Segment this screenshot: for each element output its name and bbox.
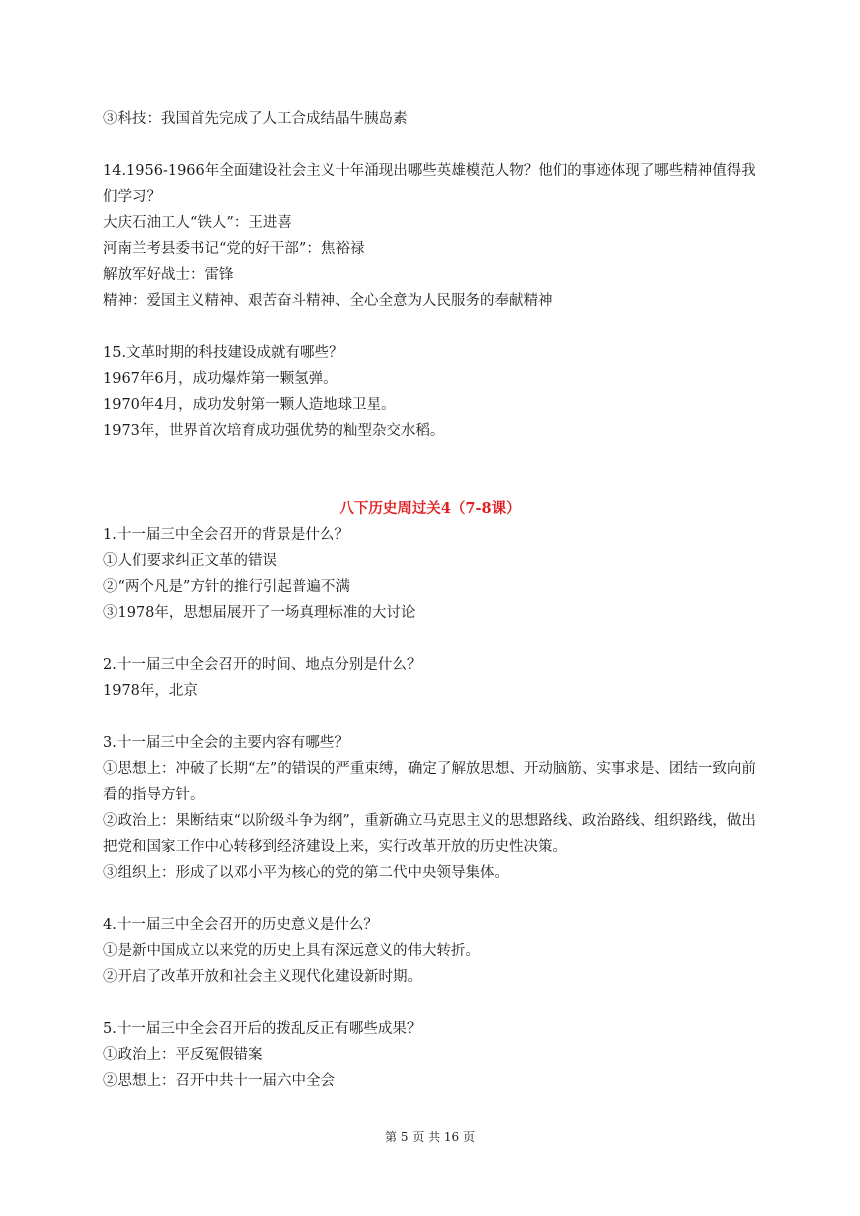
question-text: 5.十一届三中全会召开后的拨乱反正有哪些成果？ <box>103 1021 422 1037</box>
question-3 <box>103 730 763 886</box>
question-2 <box>103 652 763 704</box>
question-text: 2.十一届三中全会召开的时间、地点分别是什么？ <box>103 657 422 673</box>
question-text: 3.十一届三中全会的主要内容有哪些？ <box>103 735 349 751</box>
answer-line: ③组织上：形成了以邓小平为核心的党的第二代中央领导集体。 <box>103 865 509 881</box>
answer-line: ②政治上：果断结束“以阶级斗争为纲”，重新确立马克思主义的思想路线、政治路线、组织路线，做出把党和国家工作中心转移到经济建设上来，实行改革开放的历史性决策。 <box>103 813 756 855</box>
question-4 <box>103 912 763 990</box>
answer-line: 解放军好战士：雷锋 <box>103 267 234 283</box>
question-text: 4.十一届三中全会召开的历史意义是什么？ <box>103 917 378 933</box>
answer-line: 河南兰考县委书记“党的好干部”：焦裕禄 <box>103 241 365 257</box>
page-number-footer: 第 5 页 共 16 页 <box>385 1130 475 1144</box>
answer-line: ②“两个凡是”方针的推行引起普遍不满 <box>103 579 350 595</box>
answer-line: 1967年6月，成功爆炸第一颗氢弹。 <box>103 371 338 387</box>
answer-line: 1970年4月，成功发射第一颗人造地球卫星。 <box>103 397 396 413</box>
answer-line: 1973年，世界首次培育成功强优势的籼型杂交水稻。 <box>103 423 445 439</box>
answer-line: ②开启了改革开放和社会主义现代化建设新时期。 <box>103 969 422 985</box>
answer-line: ①政治上：平反冤假错案 <box>103 1047 263 1063</box>
answer-line: ①思想上：冲破了长期“左”的错误的严重束缚，确定了解放思想、开动脑筋、实事求是、团结一致向前看的指导方针。 <box>103 761 756 803</box>
answer-line: 大庆石油工人“铁人”：王进喜 <box>103 215 292 231</box>
answer-line: 1978年，北京 <box>103 683 198 699</box>
question-1 <box>103 522 763 626</box>
answer-line: ①人们要求纠正文革的错误 <box>103 553 277 569</box>
section-title: 八下历史周过关4（7-8课） <box>339 500 521 517</box>
answer-line: 精神：爱国主义精神、艰苦奋斗精神、全心全意为人民服务的奉献精神 <box>103 293 553 309</box>
question-text: 14.1956-1966年全面建设社会主义十年涌现出哪些英雄模范人物？他们的事迹体现了哪些精神值得我们学习？ <box>103 163 756 205</box>
intro-block <box>103 106 763 132</box>
question-14 <box>103 158 763 314</box>
answer-line: ③1978年，思想届展开了一场真理标准的大讨论 <box>103 605 416 621</box>
question-5 <box>103 1016 763 1094</box>
answer-line: ②思想上：召开中共十一届六中全会 <box>103 1073 335 1089</box>
answer-line: ①是新中国成立以来党的历史上具有深远意义的伟大转折。 <box>103 943 480 959</box>
question-text: 15.文革时期的科技建设成就有哪些？ <box>103 345 344 361</box>
question-15 <box>103 340 763 444</box>
text-line: ③科技：我国首先完成了人工合成结晶牛胰岛素 <box>103 111 408 127</box>
question-text: 1.十一届三中全会召开的背景是什么？ <box>103 527 349 543</box>
